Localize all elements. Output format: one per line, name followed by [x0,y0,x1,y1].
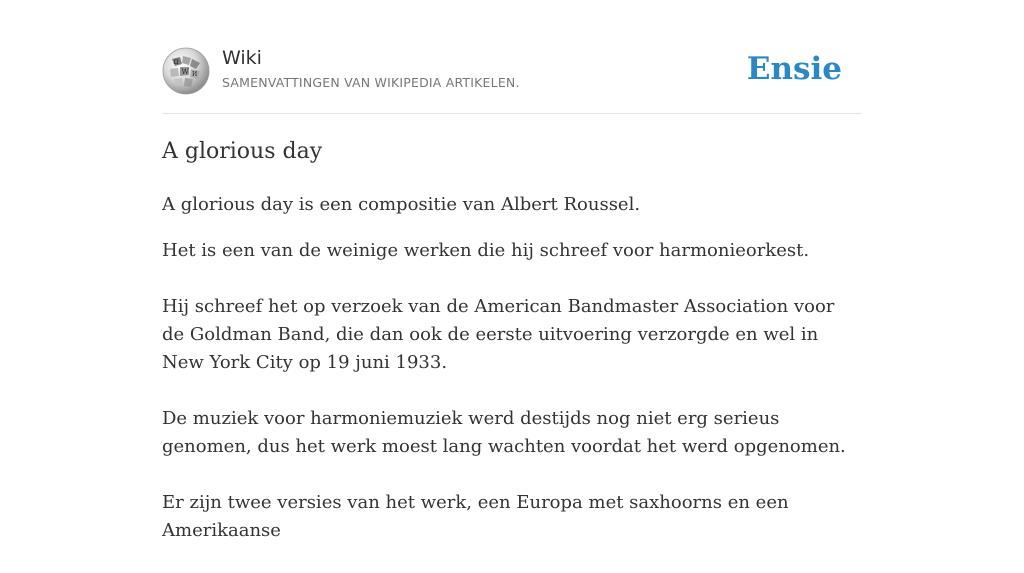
svg-text:Ω: Ω [173,59,179,66]
article-paragraph: Hij schreef het op verzoek van de American Bandmaster Association voor de Goldman Band, die dan ook de eerste uitvoering verzorgde en wel in New York City op 19 juni 1933. [162,296,835,373]
article-paragraph: Het is een van de weinige werken die hij schreef voor harmonieorkest. [162,240,810,261]
article-body [162,237,862,573]
article-intro: A glorious day is een compositie van Albert Roussel. [162,194,641,215]
page-container [162,0,862,541]
article-paragraph: De muziek voor harmoniemuziek werd destijds nog niet erg serieus genomen, dus het werk moest lang wachten voordat het werd opgenomen. [162,408,846,457]
article-title: A glorious day [162,139,323,164]
article-paragraph: Er zijn twee versies van het werk, een Europa met saxhoorns en een Amerikaanse [162,492,789,541]
site-header [162,0,862,114]
svg-text:И: И [192,71,198,78]
site-title[interactable]: Wiki [222,47,262,69]
site-tagline: SAMENVATTINGEN VAN WIKIPEDIA ARTIKELEN. [222,75,520,90]
brand-logo-link[interactable]: Ensie [746,51,842,87]
wikipedia-globe-icon[interactable] [162,47,210,95]
svg-text:W: W [181,68,189,76]
